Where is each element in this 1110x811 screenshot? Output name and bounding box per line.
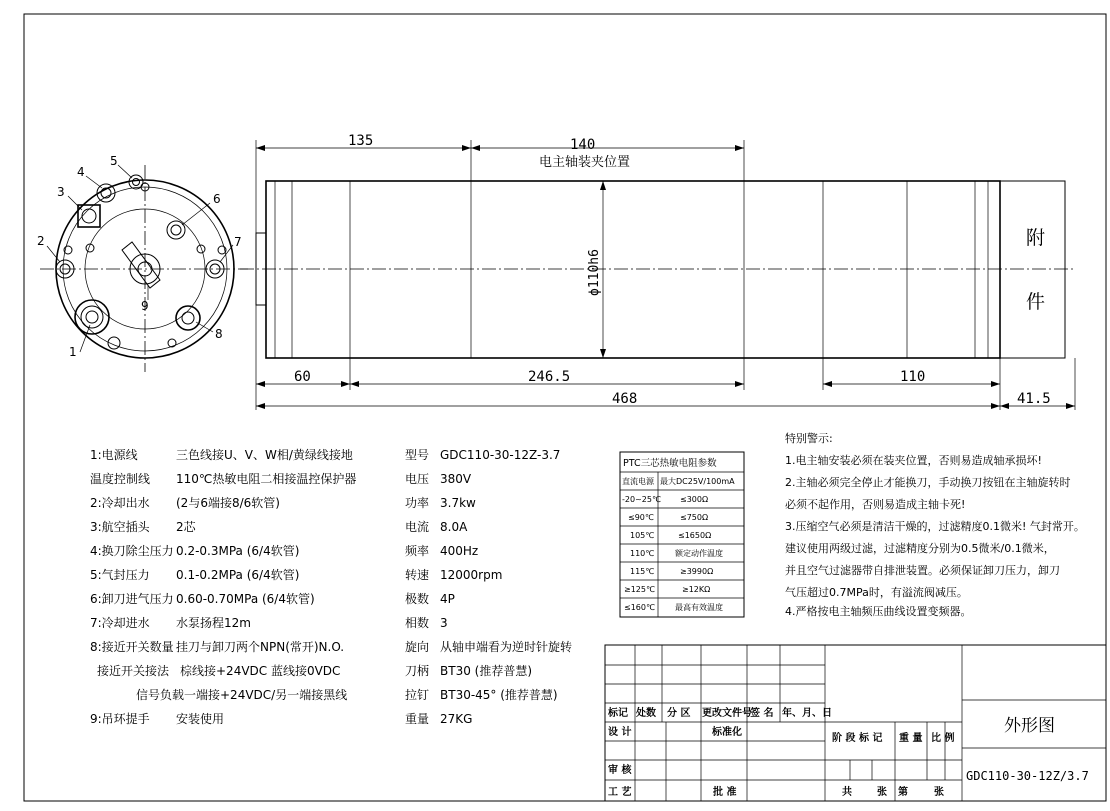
- spec-value: BT30 (推荐普慧): [440, 664, 533, 678]
- legend-label: 温度控制线: [90, 472, 151, 486]
- review-label: 审 核: [608, 765, 632, 776]
- side-view: [240, 181, 1075, 358]
- drawing-number: GDC110-30-12Z/3.7: [966, 769, 1089, 783]
- spec-key: 电流: [405, 520, 430, 534]
- dim-246: 246.5: [528, 369, 571, 385]
- standard-label: 标准化: [712, 727, 742, 738]
- accessory-label-1: 附: [1026, 227, 1046, 249]
- legend-value: 0.1-0.2MPa (6/4软管): [176, 568, 300, 582]
- spec-value: GDC110-30-12Z-3.7: [440, 448, 561, 462]
- legend-label: 2:冷却出水: [90, 496, 150, 510]
- spec-key: 重量: [405, 712, 430, 726]
- legend-value: 挂刀与卸刀两个NPN(常开)N.O.: [176, 640, 345, 654]
- spec-key: 刀柄: [405, 664, 430, 678]
- legend-label: 9:吊环提手: [90, 712, 150, 726]
- spec-key: 拉钉: [405, 688, 430, 702]
- ptc-cell: ≤160℃: [624, 603, 655, 612]
- callout-3: 3: [57, 185, 65, 199]
- legend-label: 7:冷却进水: [90, 616, 150, 630]
- spec-key: 电压: [405, 472, 430, 486]
- accessory-label-2: 件: [1026, 291, 1046, 313]
- port-6: [167, 221, 185, 239]
- spec-key: 旋向: [405, 640, 430, 654]
- ptc-cell: 110℃: [630, 549, 655, 558]
- legend-label: 8:接近开关数量: [90, 640, 174, 654]
- rev-header: 分 区: [667, 708, 691, 719]
- spec-value: 从轴申端看为逆时针旋转: [440, 640, 573, 654]
- clamp-position-label: 电主轴装夹位置: [539, 155, 631, 170]
- ptc-cell: 105℃: [630, 531, 655, 540]
- spec-value: 4P: [440, 592, 455, 606]
- ptc-cell: 最大DC25V/100mA: [660, 477, 735, 486]
- diameter-label: ϕ110h6: [587, 249, 602, 296]
- front-view: [37, 154, 248, 372]
- warning-line: 3.压缩空气必须是清洁干燥的，过滤精度0.1微米! 气封常开。: [785, 520, 1085, 533]
- legend-label: 3:航空插头: [90, 520, 150, 534]
- rev-header: 年、月、日: [782, 708, 832, 719]
- dim-135: 135: [348, 133, 374, 149]
- legend-label: 6:卸刀进气压力: [90, 592, 174, 606]
- spec-value: 400Hz: [440, 544, 479, 558]
- ptc-cell: ≥12KΩ: [682, 585, 711, 594]
- warning-line: 4.严格按电主轴频压曲线设置变频器。: [785, 605, 972, 618]
- port-1: [75, 300, 109, 334]
- spec-key: 型号: [405, 448, 430, 462]
- drawing-name: 外形图: [1004, 716, 1055, 736]
- ptc-title: PTC三芯热敏电阻参数: [623, 458, 717, 469]
- warning-line: 1.电主轴安装必须在装夹位置，否则易造成轴承损坏!: [785, 454, 1042, 467]
- specs: [405, 447, 572, 726]
- legend-value: 2芯: [176, 520, 196, 534]
- approve-label: 批 准: [713, 787, 737, 798]
- spec-value: 3.7kw: [440, 496, 476, 510]
- legend-value: (2与6端接8/6软管): [176, 496, 280, 510]
- callout-8: 8: [215, 327, 223, 341]
- sheet-page-label: 第: [898, 787, 908, 798]
- warning-line: 必须不起作用，否则易造成主轴卡死!: [785, 498, 966, 511]
- sheet-page-unit: 张: [934, 787, 944, 798]
- rev-header: 更改文件号: [702, 708, 752, 719]
- callout-7: 7: [234, 235, 242, 249]
- legend-value: 安装使用: [176, 712, 225, 726]
- spec-value: 3: [440, 616, 448, 630]
- legend-label: 1:电源线: [90, 448, 138, 462]
- rev-header: 标记: [608, 708, 628, 719]
- ptc-cell: ≤1650Ω: [678, 531, 712, 540]
- ptc-cell: 最高有效温度: [675, 603, 723, 612]
- stage-header: 阶 段 标 记: [832, 733, 883, 744]
- legend-label: 接近开关接法: [97, 664, 170, 678]
- title-block: [605, 645, 1106, 801]
- warnings-title: 特别警示:: [785, 432, 833, 445]
- ptc-cell: ≤90℃: [628, 513, 654, 522]
- dim-60: 60: [294, 369, 311, 385]
- callout-9: 9: [141, 299, 149, 313]
- ptc-cell: 直流电源: [622, 477, 654, 486]
- ptc-cell: ≥125℃: [624, 585, 655, 594]
- callout-2: 2: [37, 234, 45, 248]
- spec-value: 8.0A: [440, 520, 468, 534]
- callout-4: 4: [77, 165, 85, 179]
- legend-value: 0.60-0.70MPa (6/4软管): [176, 592, 315, 606]
- ptc-cell: ≤300Ω: [680, 495, 709, 504]
- legend-value: 水泵扬程12m: [176, 616, 251, 630]
- accessory-box: [1000, 181, 1065, 358]
- spec-key: 功率: [405, 496, 430, 510]
- dim-110: 110: [900, 369, 926, 385]
- legend-value: 棕线接+24VDC 蓝线接0VDC: [180, 664, 341, 678]
- ptc-cell: 115℃: [630, 567, 655, 576]
- warning-line: 建议使用两级过滤，过滤精度分别为0.5微米/0.1微米，: [785, 542, 1055, 555]
- drawing-frame: [24, 14, 1106, 801]
- spec-value: BT30-45° (推荐普慧): [440, 688, 558, 702]
- legend-value: 0.2-0.3MPa (6/4软管): [176, 544, 300, 558]
- spec-value: 27KG: [440, 712, 473, 726]
- warnings: [785, 431, 1085, 618]
- legend: [90, 447, 356, 726]
- dim-468: 468: [612, 391, 638, 407]
- legend-label: 4:换刀除尘压力: [90, 544, 174, 558]
- warning-line: 并且空气过滤器带自排泄装置。必须保证卸刀压力，卸刀: [785, 564, 1060, 577]
- design-label: 设 计: [608, 727, 632, 738]
- spec-key: 极数: [405, 592, 430, 606]
- callout-5: 5: [110, 154, 118, 168]
- dimension-lines: [256, 133, 1075, 410]
- spec-value: 380V: [440, 472, 472, 486]
- legend-label: 5:气封压力: [90, 568, 150, 582]
- spec-key: 转速: [405, 568, 430, 582]
- rev-header: 处数: [636, 708, 656, 719]
- spec-value: 12000rpm: [440, 568, 503, 582]
- spec-key: 频率: [405, 544, 430, 558]
- dim-140: 140: [570, 137, 596, 153]
- port-3: [78, 205, 100, 227]
- dim-41: 41.5: [1017, 391, 1051, 407]
- sheet-unit-label: 张: [877, 787, 887, 798]
- ptc-cell: ≥3990Ω: [680, 567, 714, 576]
- ptc-cell: 额定动作温度: [675, 549, 723, 558]
- sheet-total-label: 共: [842, 787, 852, 798]
- warning-line: 2.主轴必须完全停止才能换刀，手动换刀按钮在主轴旋转时: [785, 476, 1071, 489]
- stage-header: 比 例: [931, 733, 955, 744]
- warning-line: 气压超过0.7MPa时，有溢流阀减压。: [785, 586, 968, 599]
- legend-value: 信号负载一端接+24VDC/另一端接黑线: [136, 688, 348, 702]
- legend-value: 三色线接U、V、W相/黄绿线接地: [176, 448, 353, 462]
- ptc-table: [620, 452, 744, 617]
- callout-6: 6: [213, 192, 221, 206]
- spindle-body: [266, 181, 1000, 358]
- legend-value: 110℃热敏电阻二相接温控保护器: [176, 472, 357, 486]
- stage-header: 重 量: [899, 733, 923, 744]
- ptc-cell: -20~25℃: [622, 495, 661, 504]
- spec-key: 相数: [405, 616, 430, 630]
- callout-1: 1: [69, 345, 77, 359]
- rev-header: 签 名: [750, 708, 774, 719]
- process-label: 工 艺: [608, 787, 632, 798]
- ptc-cell: ≤750Ω: [680, 513, 709, 522]
